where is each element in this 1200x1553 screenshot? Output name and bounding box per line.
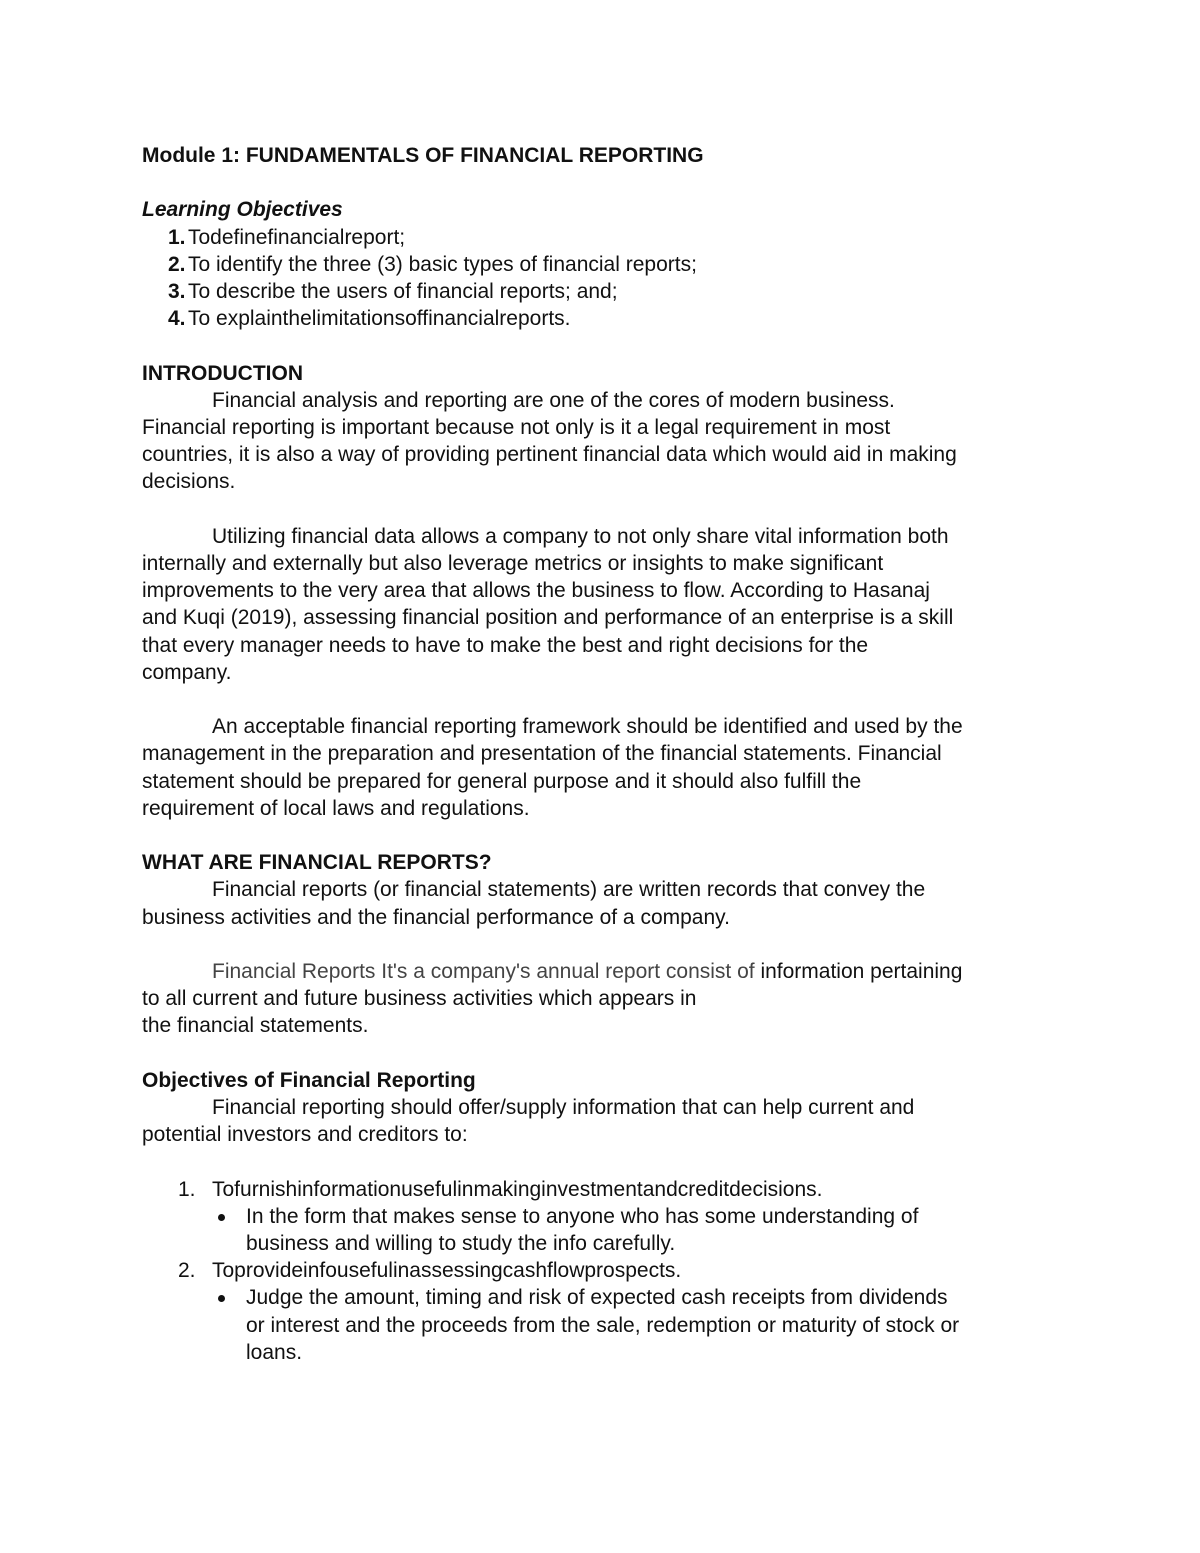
item-number: 1.	[178, 1177, 196, 1201]
item-number: 4.	[168, 307, 186, 331]
bullet-icon	[218, 1214, 225, 1221]
learning-objective-item	[142, 224, 1072, 251]
paragraph-line: business activities and the financial performance of a company.	[142, 905, 730, 929]
objective-item	[142, 1176, 1072, 1203]
paragraph-line: countries, it is also a way of providing pertinent financial data which would aid in making	[142, 443, 957, 467]
learning-objective-item	[142, 251, 1072, 278]
spacer	[142, 332, 1072, 359]
item-text: Toprovideinfousefulinassessingcashflowprospects.	[212, 1259, 682, 1283]
spacer	[142, 496, 1072, 523]
item-number: 3.	[168, 280, 186, 303]
document-page	[142, 142, 1072, 1366]
introduction-heading: INTRODUCTION	[142, 361, 303, 385]
learning-objective-item	[142, 278, 1072, 305]
item-text: To describe the users of financial reports; and;	[188, 280, 618, 303]
financial-reports-heading: WHAT ARE FINANCIAL REPORTS?	[142, 851, 492, 875]
bullet-item	[142, 1284, 1072, 1311]
item-number: 2.	[178, 1259, 196, 1283]
spacer	[142, 931, 1072, 958]
item-number: 2.	[168, 252, 186, 276]
paragraph-line: the financial statements.	[142, 1014, 369, 1038]
paragraph-line: management in the preparation and presentation of the financial statements. Financial	[142, 742, 942, 766]
paragraph-line: that every manager needs to have to make the best and right decisions for the	[142, 633, 869, 657]
paragraph-line: Financial reporting is important because not only is it a legal requirement in most	[142, 416, 891, 439]
bullet-icon	[218, 1295, 225, 1302]
paragraph-line: potential investors and creditors to:	[142, 1123, 468, 1147]
paragraph-line: and Kuqi (2019), assessing financial position and performance of an enterprise is a skill	[142, 606, 954, 630]
paragraph-line: requirement of local laws and regulations.	[142, 796, 530, 820]
bullet-item	[142, 1203, 1072, 1230]
item-number: 1.	[168, 225, 186, 249]
learning-objective-item	[142, 305, 1072, 332]
module-title: Module 1: FUNDAMENTALS OF FINANCIAL REPORTING	[142, 144, 704, 167]
paragraph-line: Financial analysis and reporting are one of the cores of modern business.	[212, 388, 895, 412]
bullet-text: Judge the amount, timing and risk of expected cash receipts from dividends	[246, 1286, 948, 1310]
paragraph-line: internally and externally but also leverage metrics or insights to make significant	[142, 552, 884, 575]
paragraph-line: statement should be prepared for general purpose and it should also fulfill the	[142, 769, 862, 793]
paragraph-line: to all current and future business activities which appears in	[142, 987, 697, 1011]
spacer	[142, 1040, 1072, 1067]
spacer	[142, 1148, 1072, 1175]
spacer	[142, 169, 1072, 196]
bullet-text-continued: business and willing to study the info carefully.	[246, 1232, 676, 1255]
paragraph-line	[142, 958, 1072, 985]
objective-item	[142, 1257, 1072, 1284]
paragraph-line: decisions.	[142, 470, 236, 494]
learning-objectives-heading: Learning Objectives	[142, 198, 343, 222]
paragraph-line: company.	[142, 660, 232, 684]
paragraph-line: improvements to the very area that allows the business to flow. According to Hasanaj	[142, 579, 930, 603]
item-text: Tofurnishinformationusefulinmakinginvestmentandcreditdecisions.	[212, 1177, 823, 1201]
spacer	[142, 822, 1072, 849]
bullet-text: In the form that makes sense to anyone who has some understanding of	[246, 1204, 919, 1228]
gray-text: Financial Reports It's a company's annual report consist of	[212, 960, 761, 983]
paragraph-line: Financial reporting should offer/supply information that can help current and	[212, 1096, 915, 1119]
bullet-text-continued: loans.	[246, 1340, 303, 1364]
item-text: To explainthelimitationsoffinancialreports.	[188, 307, 571, 331]
spacer	[142, 686, 1072, 713]
objectives-heading: Objectives of Financial Reporting	[142, 1068, 476, 1092]
paragraph-line: Financial reports (or financial statements) are written records that convey the	[212, 878, 926, 902]
paragraph-text: information pertaining	[760, 960, 963, 983]
paragraph-line: An acceptable financial reporting framework should be identified and used by the	[212, 715, 963, 739]
paragraph-line: Utilizing financial data allows a company to not only share vital information both	[212, 524, 949, 548]
item-text: Todefinefinancialreport;	[188, 225, 406, 249]
bullet-text-continued: or interest and the proceeds from the sale, redemption or maturity of stock or	[246, 1313, 960, 1337]
item-text: To identify the three (3) basic types of financial reports;	[188, 252, 697, 276]
